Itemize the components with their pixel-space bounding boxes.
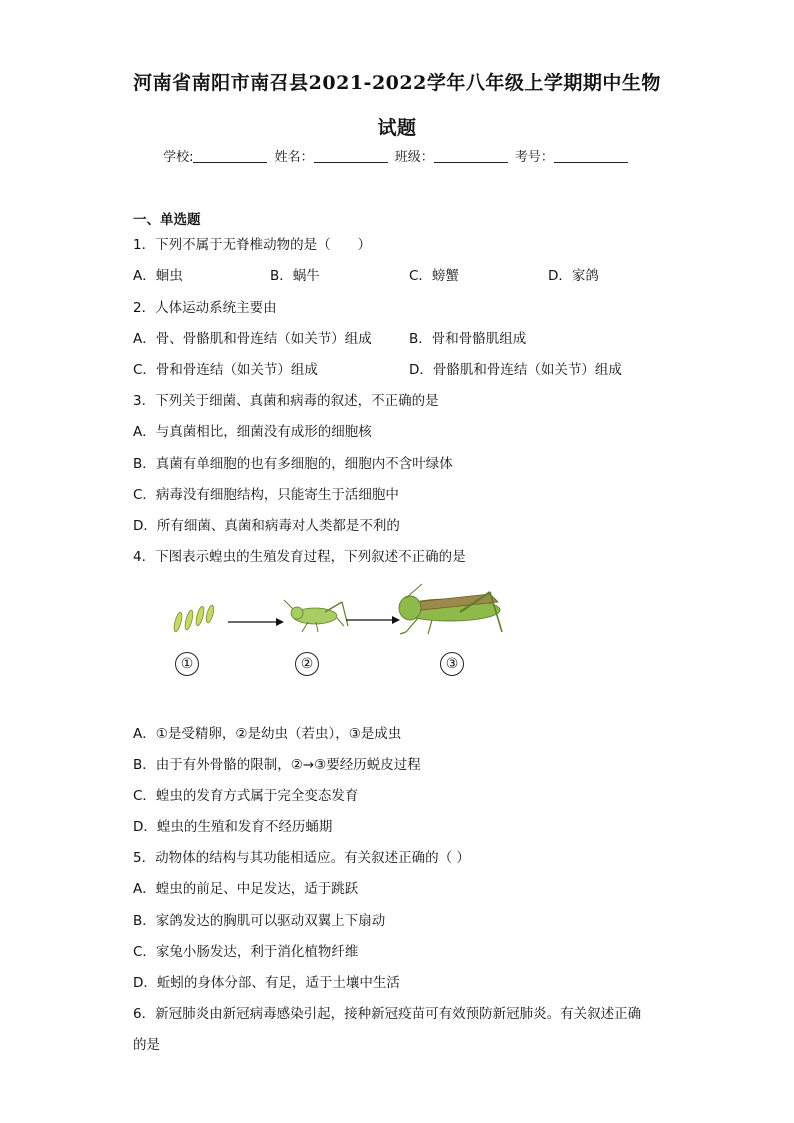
class-label: 班级： bbox=[394, 150, 434, 165]
page-title-line1: 河南省南阳市南召县2021-2022学年八年级上学期期中生物 bbox=[133, 72, 661, 94]
page-title-line2: 试题 bbox=[377, 117, 417, 139]
q4-option-c: C．蝗虫的发育方式属于完全变态发育 bbox=[133, 788, 359, 804]
q1-option-d: D．家鸽 bbox=[548, 268, 599, 284]
student-info-row bbox=[0, 146, 794, 165]
arrow-icon bbox=[228, 618, 284, 626]
figure-label-1: ① bbox=[175, 652, 199, 676]
q3-option-d: D．所有细菌、真菌和病毒对人类都是不利的 bbox=[133, 518, 400, 534]
q5-option-a: A．蝗虫的前足、中足发达，适于跳跃 bbox=[133, 881, 359, 897]
question-5-stem: 5．动物体的结构与其功能相适应。有关叙述正确的（ ） bbox=[133, 850, 470, 866]
q2-option-c: C．骨和骨连结（如关节）组成 bbox=[133, 362, 318, 378]
school-label: 学校: bbox=[163, 150, 194, 165]
question-4-stem: 4．下图表示蝗虫的生殖发育过程，下列叙述不正确的是 bbox=[133, 549, 466, 565]
question-2-stem: 2．人体运动系统主要由 bbox=[133, 300, 277, 316]
q1-option-b: B．蜗牛 bbox=[270, 268, 320, 284]
question-6-stem: 6．新冠肺炎由新冠病毒感染引起，接种新冠疫苗可有效预防新冠肺炎。有关叙述正确 bbox=[133, 1006, 642, 1022]
q4-option-d: D．蝗虫的生殖和发育不经历蛹期 bbox=[133, 819, 333, 835]
figure-label-2: ② bbox=[295, 652, 319, 676]
section-heading: 一、单选题 bbox=[133, 212, 201, 228]
nymph-icon bbox=[284, 600, 348, 632]
egg-icon bbox=[173, 605, 216, 633]
q5-option-d: D．蚯蚓的身体分部、有足，适于土壤中生活 bbox=[133, 975, 400, 991]
q5-option-c: C．家兔小肠发达，利于消化植物纤维 bbox=[133, 944, 359, 960]
figure-label-3: ③ bbox=[440, 652, 464, 676]
q2-option-b: B．骨和骨骼肌组成 bbox=[409, 331, 527, 347]
class-blank[interactable] bbox=[434, 150, 508, 163]
question-1-stem: 1．下列不属于无脊椎动物的是（ ） bbox=[133, 237, 372, 253]
q5-option-b: B．家鸽发达的胸肌可以驱动双翼上下扇动 bbox=[133, 913, 386, 929]
q3-option-c: C．病毒没有细胞结构，只能寄生于活细胞中 bbox=[133, 487, 399, 503]
q1-option-a: A．蛔虫 bbox=[133, 268, 183, 284]
name-blank[interactable] bbox=[314, 150, 388, 163]
question-3-stem: 3．下列关于细菌、真菌和病毒的叙述，不正确的是 bbox=[133, 393, 439, 409]
q2-option-a: A．骨、骨骼肌和骨连结（如关节）组成 bbox=[133, 331, 372, 347]
number-blank[interactable] bbox=[554, 150, 628, 163]
q4-option-b: B．由于有外骨骼的限制，②→③要经历蜕皮过程 bbox=[133, 757, 421, 773]
question-6-stem-cont: 的是 bbox=[133, 1037, 160, 1053]
q2-option-d: D．骨骼肌和骨连结（如关节）组成 bbox=[409, 362, 622, 378]
q3-option-b: B．真菌有单细胞的也有多细胞的，细胞内不含叶绿体 bbox=[133, 456, 453, 472]
name-label: 姓名： bbox=[274, 150, 314, 165]
school-blank[interactable] bbox=[193, 150, 267, 163]
q3-option-a: A．与真菌相比，细菌没有成形的细胞核 bbox=[133, 424, 372, 440]
arrow-icon bbox=[346, 616, 400, 624]
locust-life-cycle-figure bbox=[160, 580, 520, 650]
q1-option-c: C．螃蟹 bbox=[409, 268, 459, 284]
number-label: 考号： bbox=[514, 150, 554, 165]
q4-option-a: A．①是受精卵，②是幼虫（若虫），③是成虫 bbox=[133, 726, 402, 742]
locust-icon bbox=[399, 584, 502, 634]
